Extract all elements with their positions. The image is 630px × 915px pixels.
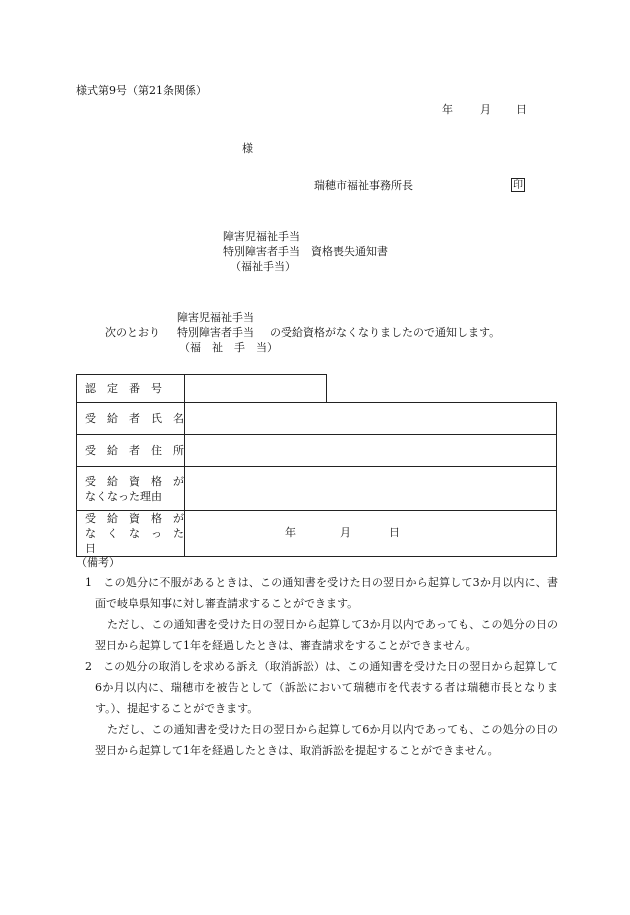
cert-number-table: [76, 374, 327, 403]
recipient-honorific: 様: [242, 142, 253, 155]
remarks-heading: （備考）: [76, 556, 120, 569]
remark-1-proviso: ただし、この通知書を受けた日の翌日から起算して3か月以内であっても、この処分の日の翌日から起算して1年を経過したときは、審査請求をすることができません。: [95, 618, 558, 652]
loss-date-label: 受 給 資 格 が な く な っ た 日: [77, 511, 185, 557]
date-day-label: 日: [516, 103, 527, 116]
recipient-address-label: 受 給 者 住 所: [77, 435, 185, 467]
loss-date-year: 年: [285, 526, 296, 539]
remark-1: 1 この処分に不服があるときは、この通知書を受けた日の翌日から起算して3か月以内に、書面で岐阜県知事に対し審査請求することができます。: [85, 576, 558, 610]
loss-date-day: 日: [389, 526, 400, 539]
recipient-address-field: [185, 435, 557, 467]
seal-mark: 印: [513, 180, 523, 191]
date-month-label: 月: [480, 103, 491, 116]
loss-reason-label: 受 給 資 格 が なくなった理由: [77, 467, 185, 511]
remark-2: 2 この処分の取消しを求める訴え（取消訴訟）は、この通知書を受けた日の翌日から起算して6か月以内に、瑞穂市を被告として（訴訟において瑞穂市を代表する者は瑞穂市長となります。）、提起することができます。: [85, 660, 558, 715]
body-option-1: 障害児福祉手当: [177, 311, 254, 324]
recipient-info-table: [76, 402, 557, 557]
loss-date-month: 月: [340, 526, 351, 539]
date-year-label: 年: [442, 103, 453, 116]
cert-number-label: 認 定 番 号: [77, 375, 185, 403]
loss-date-field: [185, 511, 557, 557]
remark-2-proviso: ただし、この通知書を受けた日の翌日から起算して6か月以内であっても、この処分の日の翌日から起算して1年を経過したときは、取消訴訟を提起することができません。: [95, 723, 558, 757]
loss-reason-field: [185, 467, 557, 511]
body-suffix: の受給資格がなくなりましたので通知します。: [270, 326, 501, 339]
title-line-2: 特別障害者手当 資格喪失通知書: [223, 245, 388, 258]
issuer-name: 瑞穂市福祉事務所長: [314, 179, 413, 192]
form-number: 様式第9号（第21条関係）: [76, 84, 207, 97]
title-line-3: （福祉手当）: [230, 260, 296, 273]
recipient-name-label: 受 給 者 氏 名: [77, 403, 185, 435]
cert-number-field: [185, 375, 327, 403]
title-line-1: 障害児福祉手当: [223, 230, 300, 243]
recipient-name-field: [185, 403, 557, 435]
body-option-2: 特別障害者手当: [177, 326, 254, 339]
body-option-3: （福 祉 手 当）: [179, 341, 278, 354]
body-prefix: 次のとおり: [105, 326, 160, 339]
